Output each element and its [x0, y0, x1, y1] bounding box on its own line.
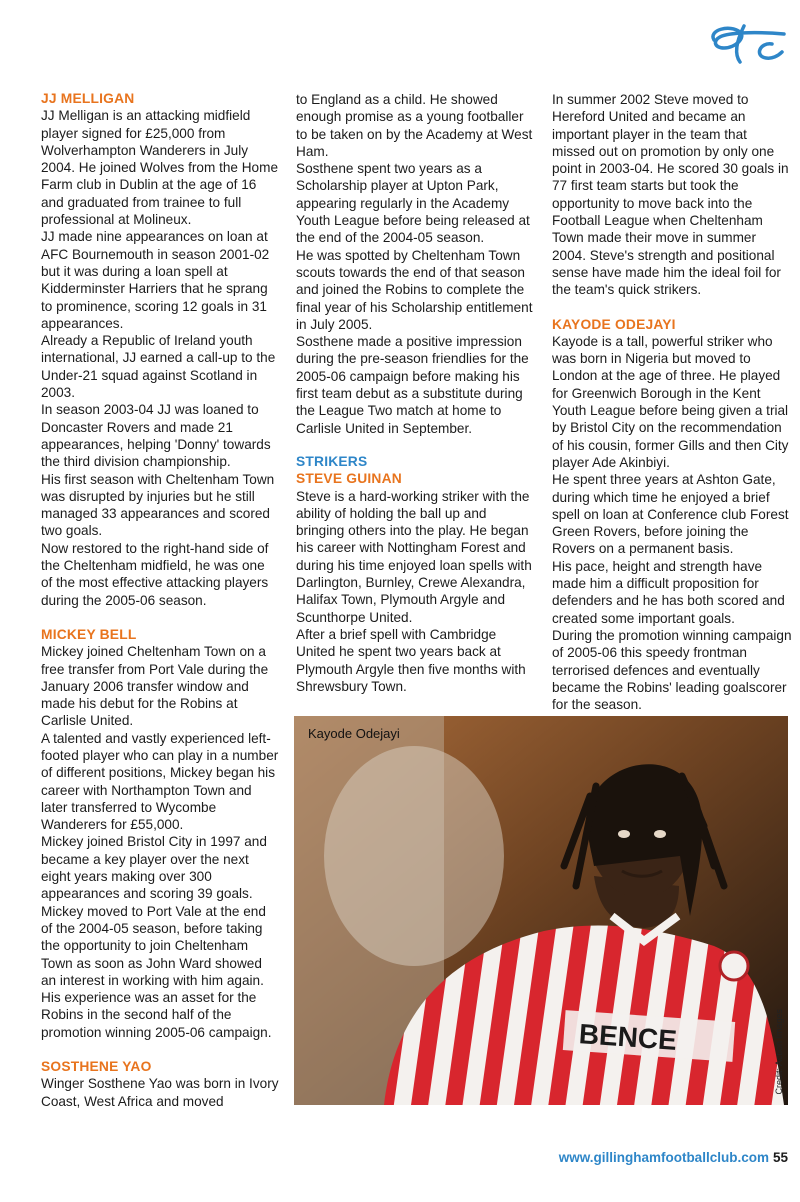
- paragraph: to England as a child. He showed enough promise as a young footballer to be taken on by the Academy at West Ham.: [296, 92, 533, 159]
- paragraph: His first season with Cheltenham Town was disrupted by injuries but he still managed 33 appearances and scored two goals.: [41, 471, 275, 539]
- website-link[interactable]: www.gillinghamfootballclub.com: [558, 1150, 769, 1165]
- paragraph: Mickey joined Cheltenham Town on a free transfer from Port Vale during the January 2006 transfer window and made his debut for the Robins at Carlisle United.: [41, 644, 269, 729]
- paragraph: JJ made nine appearances on loan at AFC Bournemouth in season 2001-02 but it was during a loan spell at Kidderminster Harriers that he sprang to prominence, scoring 12 goals in 31 appearances.: [41, 229, 270, 331]
- paragraph: Sosthene spent two years as a Scholarship player at Upton Park, appearing regularly in the Academy Youth League before being released at the end of the 2004-05 season.: [296, 161, 530, 246]
- paragraph: Steve is a hard-working striker with the ability of holding the ball up and bringing others into the play. He began his career with Nottingham Forest and during his time enjoyed loan spells with Darlington, Burnley, Crewe Alexandra, Halifax Town, Plymouth Argyle and Scunthorpe United.: [296, 488, 532, 625]
- paragraph: In summer 2002 Steve moved to Hereford United and became an important player in the team that missed out on promotion by only one point in 2003-04. He scored 30 goals in 77 first team starts but took the opportunity to move back into the Football League when Cheltenham Town made their move in summer 2004. Steve's strength and positional sense have made him the ideal foil for the team's quick strikers.: [552, 92, 789, 298]
- paragraph: Now restored to the right-hand side of the Cheltenham midfield, he was one of the most effective attacking players during the 2005-06 season.: [41, 540, 269, 608]
- column-right: [552, 91, 792, 713]
- paragraph: His experience was an asset for the Robins in the second half of the promotion winning 2005-06 campaign.: [41, 990, 272, 1040]
- column-left: [41, 90, 279, 1110]
- paragraph: After a brief spell with Cambridge United he spent two years back at Plymouth Argyle then five months with Shrewsbury Town.: [296, 626, 526, 694]
- paragraph: Mickey moved to Port Vale at the end of the 2004-05 season, before taking the opportunity to join Cheltenham Town as soon as John Ward showed an interest in working with him again.: [41, 903, 266, 988]
- paragraph: Kayode is a tall, powerful striker who was born in Nigeria but moved to London at the age of three. He played for Greenwich Borough in the Kent Youth League before being given a trial by Bristol City on the recommendation of his cousin, former Gills and then City player Ade Akinbiyi.: [552, 333, 789, 470]
- shirt-sponsor-text: BENCE: [577, 1018, 678, 1056]
- photo-caption: Kayode Odejayi: [308, 726, 400, 741]
- player-photo-illustration: [294, 716, 788, 1105]
- paragraph: In season 2003-04 JJ was loaned to Doncaster Rovers and made 21 appearances, helping 'Donny' towards the third division championship.: [41, 402, 271, 470]
- paragraph: He was spotted by Cheltenham Town scouts towards the end of that season and joined the Robins to complete the final year of his Scholarship entitlement in July 2005.: [296, 247, 533, 332]
- paragraph: During the promotion winning campaign of 2005-06 this speedy frontman terrorised defences and eventually became the Robins' leading goalscorer for the season.: [552, 627, 792, 713]
- heading-jj-melligan: JJ MELLIGAN: [41, 91, 135, 106]
- paragraph: His pace, height and strength have made him a difficult proposition for defenders and he has both scored and created some important goals.: [552, 558, 785, 626]
- column-middle: [296, 91, 534, 695]
- heading-steve-guinan: STEVE GUINAN: [296, 471, 402, 487]
- page-footer: [559, 1150, 788, 1165]
- heading-kayode-odejayi: KAYODE ODEJAYI: [552, 316, 676, 332]
- heading-mickey-bell: MICKEY BELL: [41, 626, 137, 642]
- paragraph: He spent three years at Ashton Gate, during which time he enjoyed a brief spell on loan at Conference club Forest Green Rovers, before joining the Rovers on a permanent basis.: [552, 472, 789, 557]
- club-logo: [700, 18, 790, 68]
- paragraph: Mickey joined Bristol City in 1997 and became a key player over the next eight years making over 300 appearances and scoring 39 goals.: [41, 834, 267, 902]
- paragraph: A talented and vastly experienced left-footed player who can play in a number of different positions, Mickey began his career with Northampton Town and later transferred to Wycombe Wanderers for £55,000.: [41, 730, 279, 833]
- paragraph: Winger Sosthene Yao was born in Ivory Coast, West Africa and moved: [41, 1076, 279, 1109]
- heading-sosthene-yao: SOSTHENE YAO: [41, 1059, 152, 1075]
- paragraph: Sosthene made a positive impression during the pre-season friendlies for the 2005-06 campaign before making his first team debut as a substitute during the League Two match at home to Carlisle United in September.: [296, 334, 529, 436]
- player-photo: [294, 716, 788, 1105]
- photo-credit: Credit: Action Images: [774, 1009, 784, 1095]
- paragraph: Already a Republic of Ireland youth international, JJ earned a call-up to the Under-21 squad against Scotland in 2003.: [41, 333, 276, 401]
- paragraph: JJ Melligan is an attacking midfield player signed for £25,000 from Wolverhampton Wanderers in July 2004. He joined Wolves from the Home Farm club in Dublin at the age of 16 and graduated from trainee to full professional at Molineux.: [41, 108, 279, 228]
- section-heading-strikers: STRIKERS: [296, 453, 368, 469]
- page-number: 55: [772, 1150, 788, 1165]
